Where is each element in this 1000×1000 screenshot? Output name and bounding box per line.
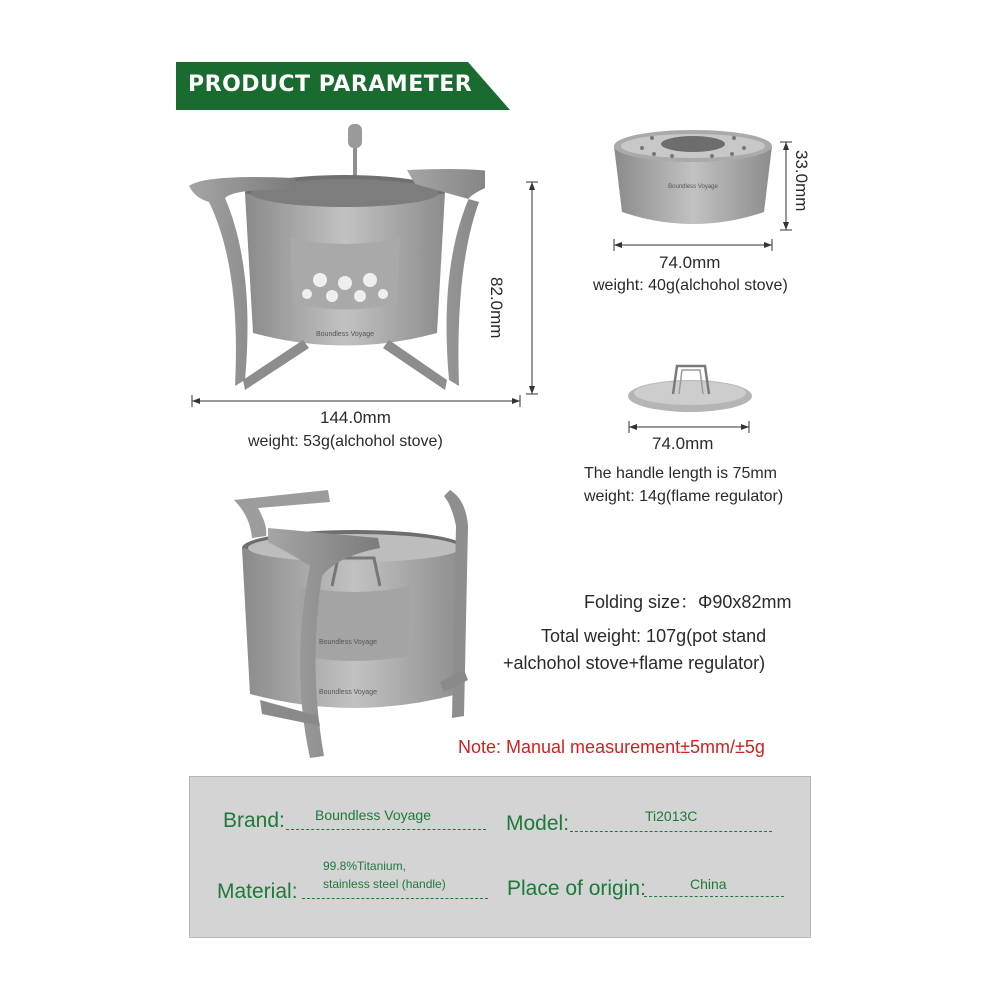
- regulator-width-label: 74.0mm: [652, 434, 714, 453]
- regulator-weight-label: weight: 14g(flame regulator): [584, 488, 784, 505]
- section-banner: [176, 62, 510, 110]
- burner-height-label: 33.0mm: [792, 150, 811, 212]
- pot-stand-image: [185, 118, 485, 398]
- assembled-set-image: [228, 486, 478, 762]
- material-label: Material:: [217, 880, 298, 903]
- material-underline: [302, 898, 488, 899]
- regulator-handle-label: The handle length is 75mm: [584, 465, 777, 482]
- stand-width-label: 144.0mm: [320, 408, 391, 427]
- width-dimension-line: [190, 394, 522, 408]
- material-value-line2: stainless steel (handle): [323, 877, 446, 891]
- brand-underline: [286, 829, 486, 830]
- origin-value: China: [690, 876, 727, 892]
- flame-regulator-image: [625, 360, 755, 418]
- svg-text:Boundless Voyage: Boundless Voyage: [319, 639, 377, 646]
- height-dimension-line: [522, 180, 542, 396]
- burner-width-label: 74.0mm: [659, 253, 721, 272]
- folding-size-label: Folding size：Φ90x82mm: [584, 592, 792, 612]
- stand-height-label: 82.0mm: [487, 277, 506, 339]
- model-label: Model:: [506, 812, 570, 835]
- burner-width-dimension-line: [612, 238, 774, 252]
- brand-value: Boundless Voyage: [315, 807, 431, 823]
- total-weight-line1: Total weight: 107g(pot stand: [541, 626, 767, 646]
- svg-text:Boundless Voyage: Boundless Voyage: [316, 331, 374, 338]
- spec-panel: [189, 776, 811, 938]
- banner-title: PRODUCT PARAMETER: [188, 72, 473, 97]
- burner-weight-label: weight: 40g(alchohol stove): [593, 277, 788, 294]
- origin-label: Place of origin:: [507, 877, 646, 900]
- model-underline: [570, 831, 772, 832]
- stand-weight-label: weight: 53g(alchohol stove): [248, 433, 443, 450]
- brand-label: Brand:: [223, 809, 285, 832]
- svg-text:Boundless Voyage: Boundless Voyage: [668, 184, 718, 190]
- svg-text:Boundless Voyage: Boundless Voyage: [319, 689, 377, 696]
- total-weight-line2: +alchohol stove+flame regulator): [503, 653, 766, 673]
- measurement-note: Note: Manual measurement±5mm/±5g: [458, 737, 765, 757]
- regulator-width-dimension-line: [627, 420, 751, 434]
- material-value-line1: 99.8%Titanium,: [323, 859, 406, 873]
- alcohol-burner-image: [612, 126, 774, 236]
- model-value: Ti2013C: [645, 808, 698, 824]
- origin-underline: [644, 896, 784, 897]
